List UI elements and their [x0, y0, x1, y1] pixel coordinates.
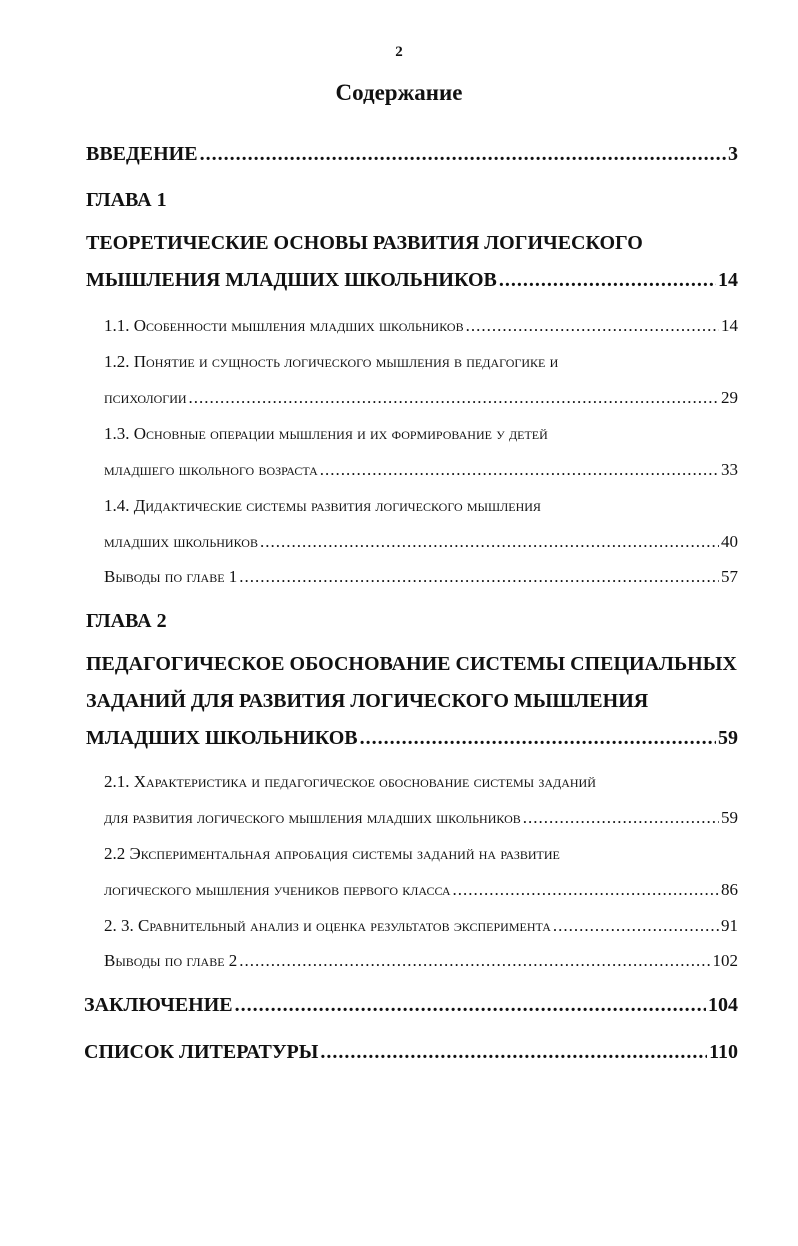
dot-leader [320, 460, 719, 480]
toc-entry-chapter-2-conclusions[interactable] [104, 951, 738, 971]
page-number: 2 [395, 44, 403, 60]
toc-entry-conclusion[interactable] [84, 994, 738, 1017]
chapter-1-heading: ГЛАВА 1 [86, 189, 167, 211]
toc-entry-label: ЗАКЛЮЧЕНИЕ [84, 994, 233, 1016]
dot-leader [553, 916, 719, 936]
toc-entry-label: 1.1. Особенности мышления младших школьников [104, 316, 464, 335]
dot-leader [360, 727, 716, 750]
toc-entry-label: младшего школьного возраста [104, 460, 318, 479]
toc-page-number: 3 [728, 143, 738, 165]
dot-leader [239, 567, 719, 587]
dot-leader [235, 994, 706, 1017]
toc-page-number: 14 [718, 269, 738, 291]
toc-page-number: 91 [721, 916, 738, 935]
dot-leader [466, 316, 719, 336]
toc-page-number: 57 [721, 567, 738, 586]
toc-entry-introduction[interactable] [86, 143, 738, 166]
chapter-2-title-line-1: ПЕДАГОГИЧЕСКОЕ ОБОСНОВАНИЕ СИСТЕМЫ СПЕЦИАЛЬНЫХ [86, 653, 737, 675]
chapter-2-title-line-2: ЗАДАНИЙ ДЛЯ РАЗВИТИЯ ЛОГИЧЕСКОГО МЫШЛЕНИЯ [86, 690, 649, 712]
dot-leader [260, 532, 719, 552]
toc-entry-chapter-1[interactable] [86, 269, 738, 292]
toc-entry-label: Выводы по главе 1 [104, 567, 238, 586]
dot-leader [523, 808, 719, 828]
toc-entry-section-2-2-line-1[interactable]: 2.2 Экспериментальная апробация системы заданий на развитие [104, 844, 560, 863]
toc-entry-section-1-1[interactable] [104, 316, 738, 336]
toc-page-number: 40 [721, 532, 738, 551]
dot-leader [453, 880, 719, 900]
toc-entry-section-1-2[interactable] [104, 388, 738, 408]
chapter-2-heading: ГЛАВА 2 [86, 610, 167, 632]
toc-page-number: 59 [718, 727, 738, 749]
toc-page-number: 33 [721, 460, 738, 479]
toc-page-number: 86 [721, 880, 738, 899]
toc-entry-section-2-2[interactable] [104, 880, 738, 900]
toc-entry-label: для развития логического мышления младших школьников [104, 808, 521, 827]
toc-entry-references[interactable] [84, 1041, 738, 1064]
toc-entry-label: МЛАДШИХ ШКОЛЬНИКОВ [86, 727, 358, 749]
toc-entry-label: Выводы по главе 2 [104, 951, 238, 970]
toc-entry-section-2-1-line-1[interactable]: 2.1. Характеристика и педагогическое обоснование системы заданий [104, 772, 596, 791]
toc-entry-chapter-1-conclusions[interactable] [104, 567, 738, 587]
toc-entry-label: 2. 3. Сравнительный анализ и оценка результатов эксперимента [104, 916, 551, 935]
toc-entry-chapter-2[interactable] [86, 727, 738, 750]
toc-page-number: 14 [721, 316, 738, 335]
toc-entry-label: психологии [104, 388, 187, 407]
toc-entry-section-1-4-line-1[interactable]: 1.4. Дидактические системы развития логического мышления [104, 496, 541, 515]
toc-entry-label: логического мышления учеников первого класса [104, 880, 451, 899]
toc-entry-section-2-1[interactable] [104, 808, 738, 828]
page-title: Содержание [335, 80, 463, 105]
dot-leader [320, 1041, 707, 1064]
toc-page-number: 59 [721, 808, 738, 827]
dot-leader [189, 388, 719, 408]
toc-entry-section-1-3-line-1[interactable]: 1.3. Основные операции мышления и их формирование у детей [104, 424, 548, 443]
toc-entry-section-2-3[interactable] [104, 916, 738, 936]
toc-entry-section-1-2-line-1[interactable]: 1.2. Понятие и сущность логического мышления в педагогике и [104, 352, 559, 371]
dot-leader [239, 951, 710, 971]
toc-entry-label: ВВЕДЕНИЕ [86, 143, 198, 165]
dot-leader [200, 143, 726, 166]
toc-entry-section-1-4[interactable] [104, 532, 738, 552]
toc-entry-label: МЫШЛЕНИЯ МЛАДШИХ ШКОЛЬНИКОВ [86, 269, 497, 291]
toc-entry-section-1-3[interactable] [104, 460, 738, 480]
toc-entry-label: СПИСОК ЛИТЕРАТУРЫ [84, 1041, 319, 1063]
toc-page-number: 102 [712, 951, 738, 970]
toc-page-number: 110 [709, 1041, 738, 1063]
dot-leader [499, 269, 716, 292]
chapter-1-title-line-1: ТЕОРЕТИЧЕСКИЕ ОСНОВЫ РАЗВИТИЯ ЛОГИЧЕСКОГО [86, 232, 643, 254]
toc-entry-label: младших школьников [104, 532, 258, 551]
toc-page-number: 104 [708, 994, 738, 1016]
toc-page-number: 29 [721, 388, 738, 407]
